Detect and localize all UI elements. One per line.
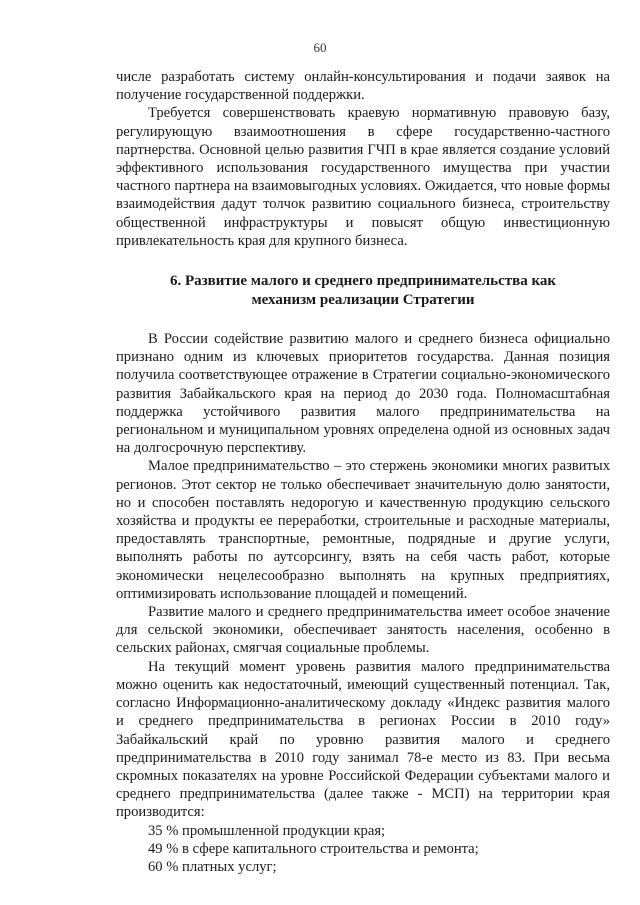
paragraph-continuation: числе разработать систему онлайн-консультирования и подачи заявок на получение государственной поддержки. — [116, 69, 610, 104]
page-number: 60 — [313, 40, 327, 55]
paragraph-current-level: На текущий момент уровень развития малого предпринимательства можно оценить как недостаточный, имеющий существенный потенциал. Так, согласно Информационно-аналитическому докладу «Индекс развития малого и среднего предпринимательства в регионах России в 2010 году» Забайкальский край по уровню развития малого и среднего предпринимательства в 2010 году занимал 78-е место из 83. При весьма скромных показателях на уровне Российской Федерации субъектами малого и среднего предпринимательства (далее также - МСП) на территории края производится: — [116, 658, 610, 821]
paragraph-russia-support: В России содействие развитию малого и среднего бизнеса официально признано одним из ключевых приоритетов государства. Данная позиция получила соответствующее отражение в Стратегии социально-экономического развития Забайкальского края на период до 2030 года. Полномасштабная поддержка устойчивого развития малого предпринимательства на региональном и муниципальном уровнях определена одной из основных задач на долгосрочную перспективу. — [116, 331, 610, 457]
list-item: 60 % платных услуг; — [148, 858, 277, 875]
paragraph-rural-economy: Развитие малого и среднего предпринимательства имеет особое значение для сельской экономики, обеспечивает занятость населения, особенно в сельских районах, смягчая социальные проблемы. — [116, 604, 610, 657]
paragraph-gchp: Требуется совершенствовать краевую нормативную правовую базу, регулирующую взаимоотношения в сфере государственно-частного партнерства. Основной целью развития ГЧП в крае является создание условий эффективного использования государственного имущества при участии частного партнера на взаимовыгодных условиях. Ожидается, что новые формы взаимодействия дадут толчок развитию социального бизнеса, строительству общественной инфраструктуры и повысят общую инвестиционную привлекательность края для крупного бизнеса. — [116, 105, 610, 249]
page-content — [116, 68, 610, 876]
list-item: 35 % промышленной продукции края; — [148, 822, 386, 839]
section-heading-line-2: механизм реализации Стратегии — [251, 292, 475, 309]
list-item: 49 % в сфере капитального строительства и ремонта; — [148, 840, 479, 857]
section-heading-line-1: 6. Развитие малого и среднего предпринимательства как — [169, 273, 557, 290]
section-heading — [116, 272, 610, 310]
paragraph-small-business-core: Малое предпринимательство – это стержень экономики многих развитых регионов. Этот сектор не только обеспечивает значительную долю занятости, но и способен поставлять недорогую и качественную продукцию сельского хозяйства и продукты ее переработки, строительные и расходные материалы, предоставлять транспортные, ремонтные, подрядные и другие услуги, выполнять работы по аутсорсингу, взять на себя часть работ, которые экономически нецелесообразно выполнять на крупных предприятиях, оптимизировать использование площадей и помещений. — [116, 458, 610, 602]
